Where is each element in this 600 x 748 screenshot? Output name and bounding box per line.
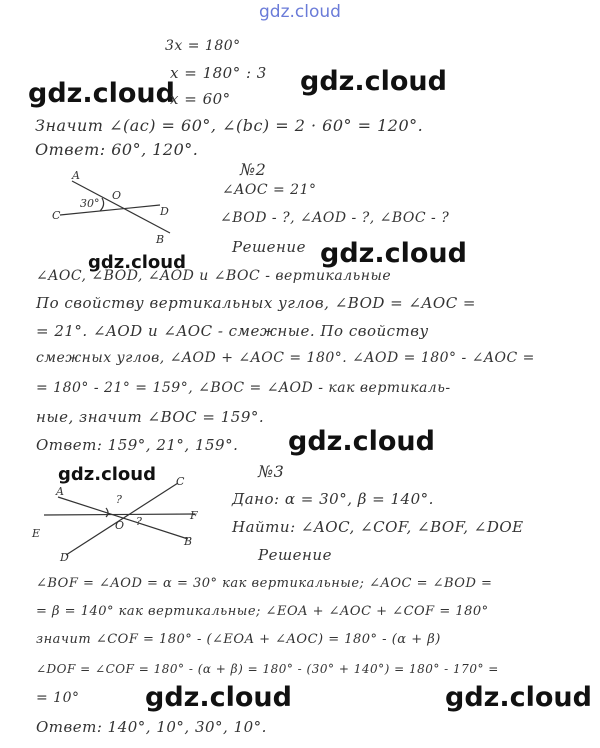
text-line: По свойству вертикальных углов, ∠BOD = ∠AOC = xyxy=(36,294,477,312)
text-line: Значит ∠(ac) = 60°, ∠(bc) = 2 · 60° = 120°. xyxy=(35,116,424,135)
watermark: gdz.cloud xyxy=(445,682,592,713)
text-line: ∠DOF = ∠COF = 180° - (α + β) = 180° - (30° + 140°) = 180° - 170° = xyxy=(36,662,499,676)
text-line: = 180° - 21° = 159°, ∠BOC = ∠AOD - как вертикаль- xyxy=(36,380,451,396)
problem-number: №3 xyxy=(258,462,285,481)
given-line: ∠AOC = 21° xyxy=(222,182,317,198)
point-label: A xyxy=(56,485,64,498)
unknown-angle-label: ? xyxy=(116,493,122,506)
point-label: C xyxy=(52,209,61,222)
watermark: gdz.cloud xyxy=(145,682,292,713)
watermark: gdz.cloud xyxy=(288,426,435,457)
equation-line: x = 60° xyxy=(170,90,231,108)
answer-line: Ответ: 140°, 10°, 30°, 10°. xyxy=(36,718,267,736)
point-label: C xyxy=(176,475,185,488)
solution-heading: Решение xyxy=(258,546,332,564)
unknown-angle-label: ? xyxy=(136,515,142,528)
given-line: Дано: α = 30°, β = 140°. xyxy=(232,490,434,508)
line-ef xyxy=(44,514,195,515)
angle-arc xyxy=(100,198,104,211)
point-label: B xyxy=(156,233,165,245)
point-label: O xyxy=(112,189,122,202)
watermark: gdz.cloud xyxy=(28,78,175,109)
text-line: ∠AOC, ∠BOD, ∠AOD и ∠BOC - вертикальные xyxy=(36,268,392,284)
point-label: E xyxy=(32,527,41,540)
point-label: F xyxy=(190,509,198,522)
intersecting-lines-figure-1 xyxy=(50,165,180,245)
point-label: B xyxy=(184,535,193,548)
point-label: D xyxy=(160,205,169,218)
text-line: ∠BOF = ∠AOD = α = 30° как вертикальные; ∠AOC = ∠BOD = xyxy=(36,576,493,591)
site-watermark-top: gdz.cloud xyxy=(259,2,341,22)
text-line: = 10° xyxy=(36,690,80,706)
text-line: = 21°. ∠AOD и ∠AOC - смежные. По свойству xyxy=(36,322,429,340)
line-cd xyxy=(60,205,160,215)
text-line: = β = 140° как вертикальные; ∠EOA + ∠AOC + ∠COF = 180° xyxy=(36,604,489,619)
problem-number: №2 xyxy=(240,160,267,179)
find-line: ∠BOD - ?, ∠AOD - ?, ∠BOC - ? xyxy=(220,210,450,226)
find-line: Найти: ∠AOC, ∠COF, ∠BOF, ∠DOE xyxy=(232,518,524,536)
text-line: ные, значит ∠BOC = 159°. xyxy=(36,408,265,426)
watermark: gdz.cloud xyxy=(320,238,467,269)
watermark: gdz.cloud xyxy=(58,464,156,485)
answer-line: Ответ: 159°, 21°, 159°. xyxy=(36,436,239,454)
intersecting-lines-figure-2 xyxy=(30,475,215,565)
equation-line: x = 180° : 3 xyxy=(170,64,267,82)
point-label: D xyxy=(60,551,69,564)
angle-label: 30° xyxy=(80,197,100,210)
answer-line: Ответ: 60°, 120°. xyxy=(35,140,199,159)
point-label: O xyxy=(115,519,125,532)
equation-line: 3x = 180° xyxy=(165,38,241,54)
point-label: A xyxy=(72,169,80,182)
text-line: значит ∠COF = 180° - (∠EOA + ∠AOC) = 180° - (α + β) xyxy=(36,632,441,647)
solution-heading: Решение xyxy=(232,238,306,256)
text-line: смежных углов, ∠AOD + ∠AOC = 180°. ∠AOD = 180° - ∠AOC = xyxy=(36,350,535,366)
watermark: gdz.cloud xyxy=(88,252,186,273)
watermark: gdz.cloud xyxy=(300,66,447,97)
